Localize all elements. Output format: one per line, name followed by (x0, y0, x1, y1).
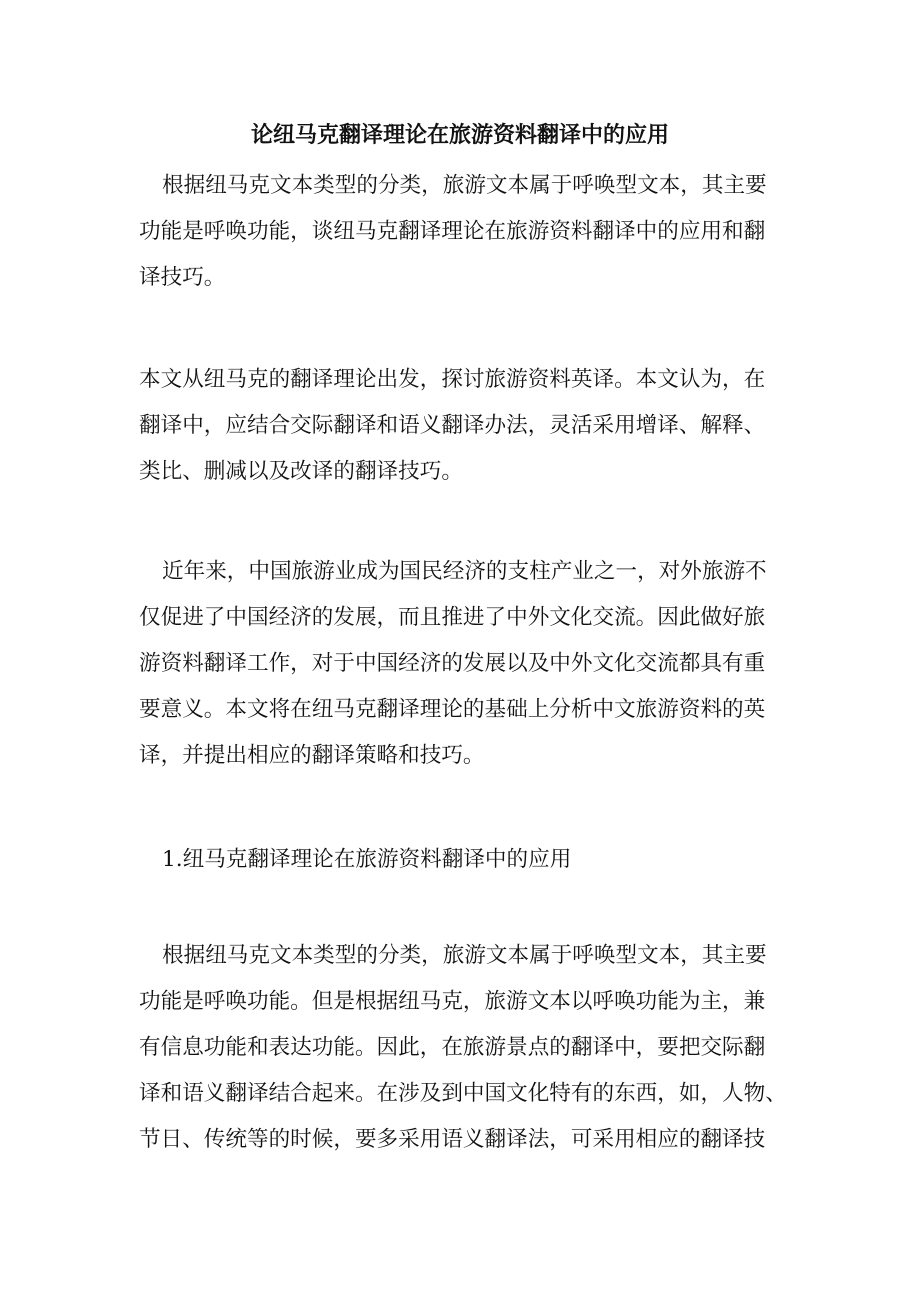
text-line: 类比、删减以及改译的翻译技巧。 (139, 459, 463, 484)
text-line: 要意义。本文将在纽马克翻译理论的基础上分析中文旅游资料的英 (139, 697, 766, 722)
text-line: 译和语义翻译结合起来。在涉及到中国文化特有的东西，如，人物、 (139, 1081, 787, 1106)
text-line: 功能是呼唤功能。但是根据纽马克，旅游文本以呼唤功能为主，兼 (139, 989, 766, 1014)
text-line: 根据纽马克文本类型的分类，旅游文本属于呼唤型文本，其主要 (162, 943, 767, 968)
text-line: 译，并提出相应的翻译策略和技巧。 (139, 743, 485, 768)
document-title: 论纽马克翻译理论在旅游资料翻译中的应用 (250, 122, 669, 148)
text-line: 译技巧。 (139, 265, 226, 290)
text-line: 1.纽马克翻译理论在旅游资料翻译中的应用 (162, 847, 572, 872)
text-line: 有信息功能和表达功能。因此，在旅游景点的翻译中，要把交际翻 (139, 1035, 766, 1060)
text-line: 翻译中，应结合交际翻译和语义翻译办法，灵活采用增译、解释、 (139, 413, 766, 438)
text-line: 游资料翻译工作，对于中国经济的发展以及中外文化交流都具有重 (139, 651, 766, 676)
text-line: 仅促进了中国经济的发展，而且推进了中外文化交流。因此做好旅 (139, 605, 766, 630)
text-line: 近年来，中国旅游业成为国民经济的支柱产业之一，对外旅游不 (162, 559, 767, 584)
text-line: 根据纽马克文本类型的分类，旅游文本属于呼唤型文本，其主要 (162, 173, 767, 198)
text-line: 本文从纽马克的翻译理论出发，探讨旅游资料英译。本文认为，在 (139, 367, 766, 392)
text-line: 节日、传统等的时候，要多采用语义翻译法，可采用相应的翻译技 (139, 1127, 766, 1152)
text-line: 功能是呼唤功能，谈纽马克翻译理论在旅游资料翻译中的应用和翻 (139, 219, 766, 244)
